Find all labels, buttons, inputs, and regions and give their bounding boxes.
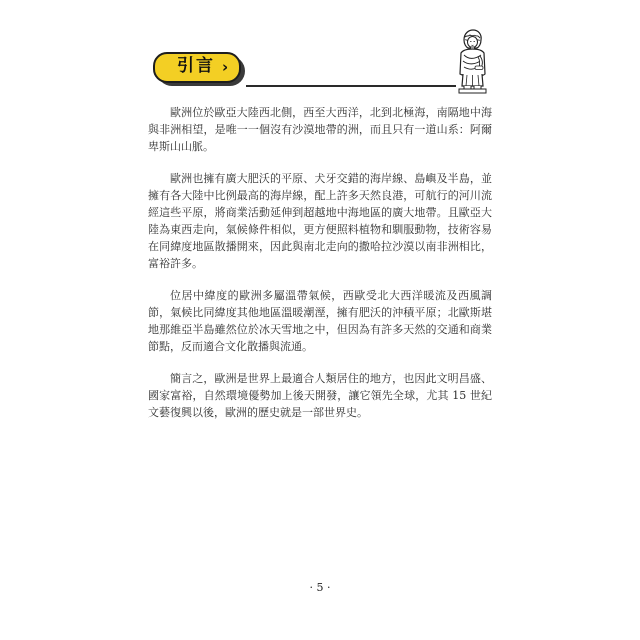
statue-figure-icon (452, 28, 492, 94)
paragraph: 簡言之，歐洲是世界上最適合人類居住的地方，也因此文明昌盛、國家富裕，自然環境優勢加上後天開發，讓它領先全球，尤其 15 世紀文藝復興以後，歐洲的歷史就是一部世界史。 (148, 372, 492, 419)
header-rule (246, 85, 456, 87)
paragraph: 歐洲也擁有廣大肥沃的平原、犬牙交錯的海岸線、島嶼及半島，並擁有各大陸中比例最高的海岸線，配上許多天然良港，可航行的河川流經這些平原，將商業活動延伸到超越地中海地區的廣大地帶。且歐亞大陸為東西走向，氣候條件相似，更方便照料植物和馴服動物，技術容易在同緯度地區散播開來，因此與南北走向的撒哈拉沙漠以南非洲相比，富裕許多。 (148, 172, 492, 270)
chevron-right-icon: › (222, 58, 229, 76)
section-title: 引言 (177, 56, 215, 76)
page-number: · 5 · (309, 581, 331, 594)
paragraph: 歐洲位於歐亞大陸西北側，西至大西洋，北到北極海，南隔地中海與非洲相望，是唯一一個沒有沙漠地帶的洲，而且只有一道山系：阿爾卑斯山山脈。 (148, 106, 492, 153)
body-text (148, 104, 492, 436)
section-title-badge (153, 52, 245, 86)
paragraph: 位居中緯度的歐洲多屬溫帶氣候，西歐受北大西洋暖流及西風調節，氣候比同緯度其他地區溫暖潮溼，擁有肥沃的沖積平原；北歐斯堪地那維亞半島雖然位於冰天雪地之中，但因為有許多天然的交通和商業節點，反而適合文化散播與流通。 (148, 289, 492, 353)
